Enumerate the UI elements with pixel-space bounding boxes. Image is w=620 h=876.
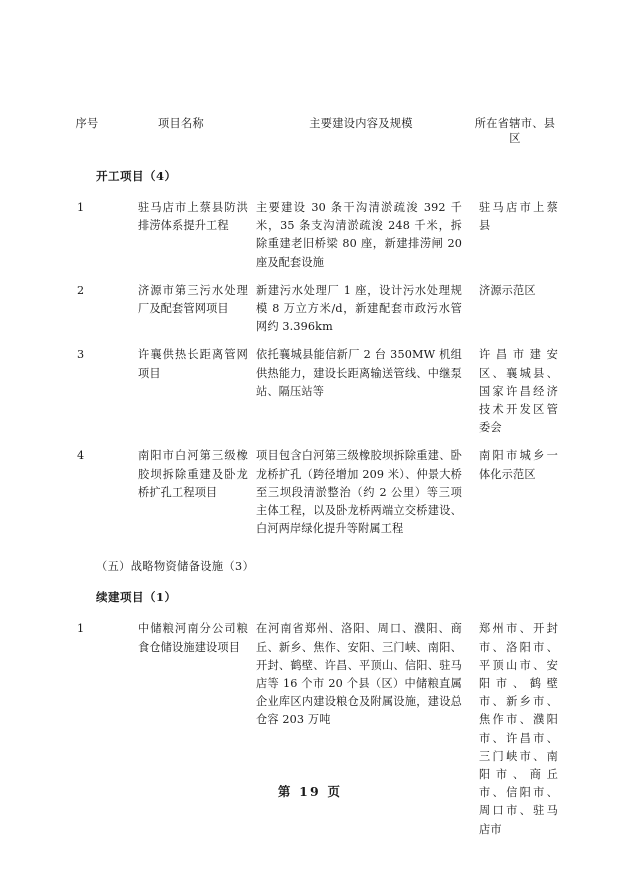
page-number-label: 第 19 页 [277,784,343,799]
row-name: 济源市第三污水处理厂及配套管网项目 [138,283,248,316]
section-heading-label: （五）战略物资储备设施（3） [96,560,255,574]
row-seq: 2 [77,283,85,297]
row-area: 许昌市建安区、襄城县、国家许昌经济技术开发区管委会 [479,348,558,435]
row-desc: 在河南省郑州、洛阳、周口、濮阳、商丘、新乡、焦作、安阳、三门峡、南阳、开封、鹤壁、许昌、平顶山、信阳、驻马店等 16 个市 20 个县（区）中储粮直属企业库区内建设粮仓及附属设施，建设总仓容 203 万吨 [256,622,462,727]
row-name: 南阳市白河第三级橡胶坝拆除重建及卧龙桥扩孔工程项目 [138,449,248,499]
row-desc: 新建污水处理厂 1 座，设计污水处理规模 8 万立方米/d，新建配套市政污水管网约 3.396km [256,283,462,334]
project-list-table [66,116,558,839]
spacer [66,148,558,168]
row-desc: 主要建设 30 条干沟清淤疏浚 392 千米，35 条支沟清淤疏浚 248 千米，拆除重建老旧桥梁 80 座，新建排涝闸 20 座及配套设施 [256,201,462,269]
row-desc: 项目包含白河第三级橡胶坝拆除重建、卧龙桥扩孔（跨径增加 209 米）、仲景大桥至三坝段清淤整治（约 2 公里）等三项主体工程，以及卧龙桥两端立交桥建设、白河两岸绿化提升等附属工程 [256,449,462,536]
table-row [66,620,558,838]
row-seq: 4 [77,449,85,463]
table-row [66,447,558,538]
row-seq: 1 [77,622,85,636]
table-header-row [66,116,558,148]
page-footer [0,782,620,800]
spacer [66,272,558,282]
spacer [66,437,558,447]
row-seq: 1 [77,201,85,214]
spacer [66,336,558,346]
table-row [66,346,558,437]
row-desc: 依托襄城县能信新厂 2 台 350MW 机组供热能力，建设长距离输送管线、中继泵站、隔压站等 [256,348,462,398]
row-area: 济源示范区 [479,283,536,297]
table-row [66,199,558,272]
group-heading-label: 开工项目（4） [96,169,177,183]
group-heading-continuing-projects [66,589,558,606]
column-header-area: 所在省辖市、县区 [474,117,556,145]
row-area: 驻马店市上蔡县 [479,201,558,233]
group-heading-label: 续建项目（1） [96,590,177,605]
section-heading-strategic-reserve [66,558,558,575]
row-area: 南阳市城乡一体化示范区 [479,449,558,481]
row-name: 许襄供热长距离管网项目 [138,348,248,380]
group-heading-start-projects [66,168,558,185]
spacer [66,575,558,589]
spacer [66,606,558,620]
column-header-desc: 主要建设内容及规模 [309,117,413,130]
row-area: 郑州市、开封市、洛阳市、平顶山市、安阳市、鹤壁市、新乡市、焦作市、濮阳市、许昌市、三门峡市、南阳市、商丘市、信阳市、周口市、驻马店市 [479,622,558,836]
spacer [66,538,558,558]
table-row [66,282,558,337]
row-seq: 3 [77,348,85,362]
column-header-seq: 序号 [75,117,99,130]
row-name: 驻马店市上蔡县防洪排涝体系提升工程 [138,201,248,233]
spacer [66,185,558,199]
row-name: 中储粮河南分公司粮食仓储设施建设项目 [138,622,248,654]
column-header-name: 项目名称 [158,117,204,130]
